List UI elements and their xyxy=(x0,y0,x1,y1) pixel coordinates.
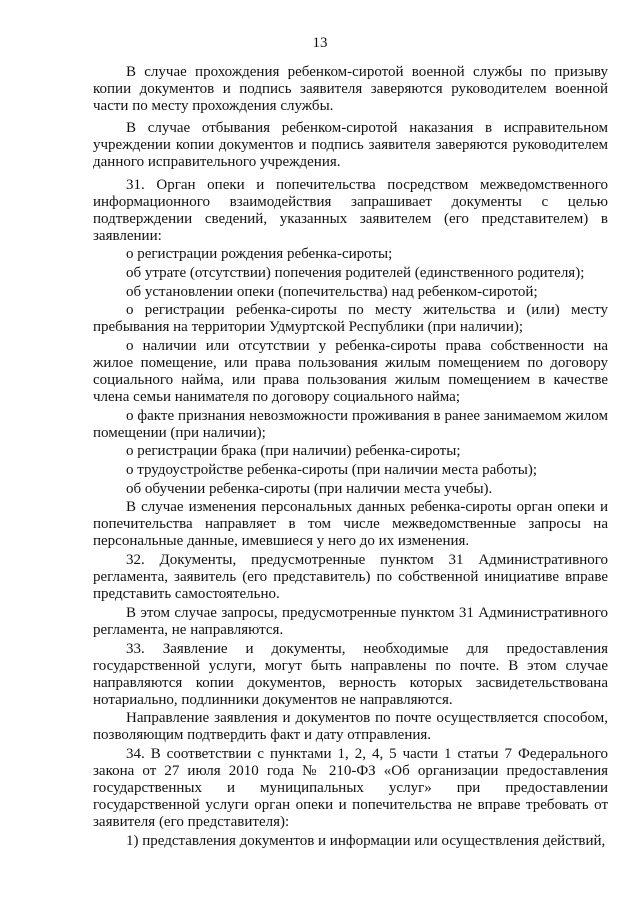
list-item: о трудоустройстве ребенка-сироты (при наличии места работы); xyxy=(126,462,537,479)
list-item: об утрате (отсутствии) попечения родителей (единственного родителя); xyxy=(126,265,585,282)
paragraph: В случае отбывания ребенком-сиротой наказания в исправительном учреждении копии документов и подпись заявителя заверяются руководителем данного исправительного учреждения. xyxy=(93,120,608,171)
paragraph: 32. Документы, предусмотренные пунктом 31 Административного регламента, заявитель (его представитель) по собственной инициативе вправе представить самостоятельно. xyxy=(93,552,608,603)
list-item: об обучении ребенка-сироты (при наличии места учебы). xyxy=(126,480,493,497)
paragraph: 33. Заявление и документы, необходимые для предоставления государственной услуги, могут быть направлены по почте. В этом случае направляются копии документов, верность которых засвидетельствована нотариально, подлинники документов не направляются. xyxy=(93,640,608,708)
list-item: о регистрации ребенка-сироты по месту жительства и (или) месту пребывания на территории Удмуртской Республики (при наличии); xyxy=(93,302,608,336)
document-body xyxy=(93,64,608,852)
paragraph: В случае изменения персональных данных ребенка-сироты орган опеки и попечительства направляет в том числе межведомственные запросы на персональные данные, имевшиеся у него до их изменения. xyxy=(93,499,608,550)
paragraph: 31. Орган опеки и попечительства посредством межведомственного информационного взаимодействия запрашивает документы с целью подтверждении сведений, указанных заявителем (его представителем) в заявлении: xyxy=(93,176,608,244)
paragraph: 34. В соответствии с пунктами 1, 2, 4, 5 части 1 статьи 7 Федерального закона от 27 июля 2010 года № 210-ФЗ «Об организации предоставления государственных и муниципальных услуг» при предоставлении государственной услуги орган опеки и попечительства не вправе требовать от заявителя (его представителя): xyxy=(93,746,608,831)
paragraph: 1) представления документов и информации или осуществления действий, xyxy=(126,833,606,850)
page-number: 13 xyxy=(312,35,328,51)
list-item: о наличии или отсутствии у ребенка-сироты права собственности на жилое помещение, или права пользования жилым помещением по договору социального найма, или права пользования жилым помещением в качестве члена семьи нанимателя по договору социального найма; xyxy=(93,337,608,406)
list-item: о факте признания невозможности проживания в ранее занимаемом жилом помещении (при наличии); xyxy=(93,407,608,441)
paragraph: В случае прохождения ребенком-сиротой военной службы по призыву копии документов и подпись заявителя заверяются руководителем военной части по месту прохождения службы. xyxy=(93,64,608,115)
paragraph: В этом случае запросы, предусмотренные пунктом 31 Административного регламента, не направляются. xyxy=(93,604,608,638)
list-item: о регистрации рождения ребенка-сироты; xyxy=(126,246,393,263)
paragraph: Направление заявления и документов по почте осуществляется способом, позволяющим подтвердить факт и дату отправления. xyxy=(93,710,608,744)
list-item: об установлении опеки (попечительства) над ребенком-сиротой; xyxy=(126,283,538,300)
list-item: о регистрации брака (при наличии) ребенка-сироты; xyxy=(126,443,461,460)
